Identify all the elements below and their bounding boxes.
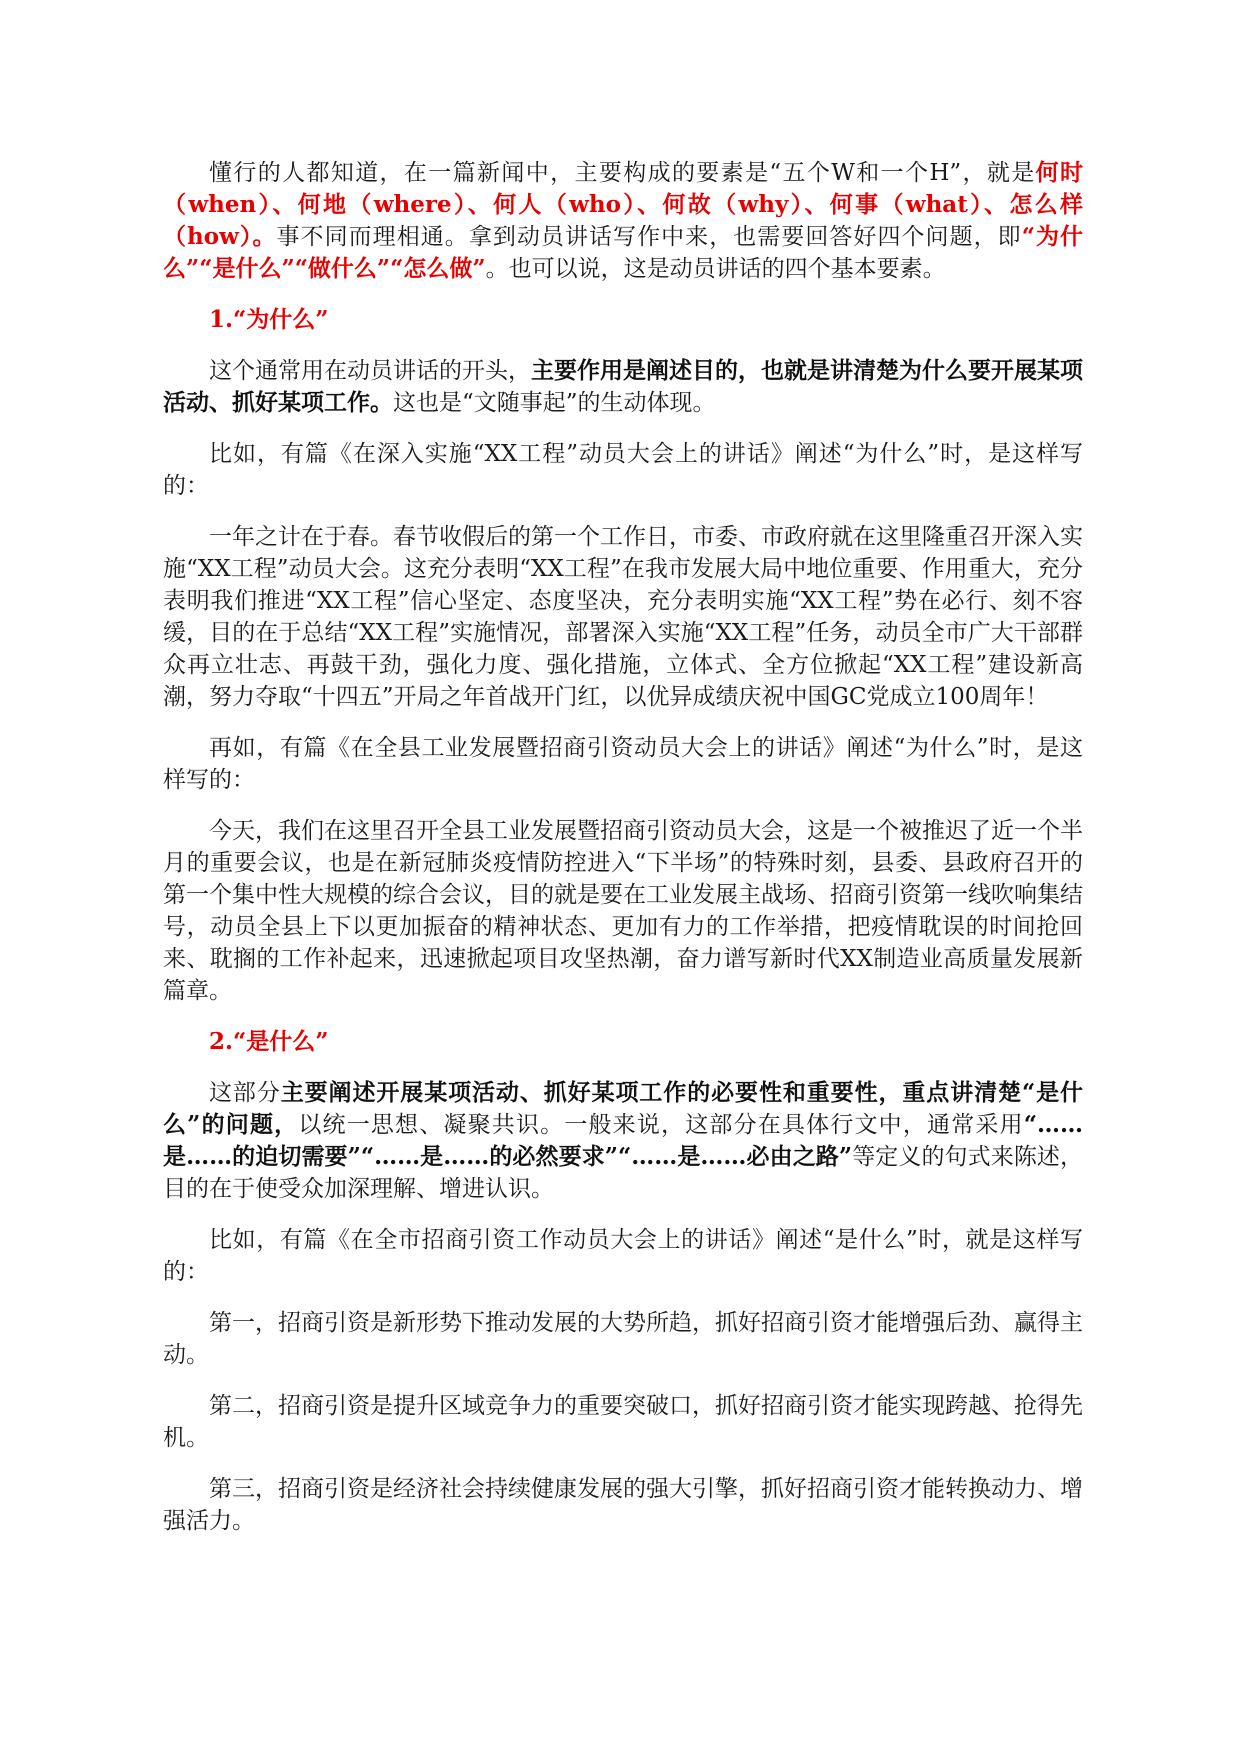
section1-p1-text-1: 这个通常用在动员讲话的开头，	[209, 358, 531, 384]
intro-four-questions: “为什么”“是什么”“做什么”“怎么做”	[163, 223, 1083, 282]
intro-five-w-one-h: 何时（when）、何地（where）、何人（who）、何故（why）、何事（what）、怎么样（how）。	[163, 159, 1084, 250]
section2-p1-text-3: 等定义的句式来陈述，目的在于使受众加深理解、增进认识。	[163, 1144, 1083, 1202]
section1-paragraph-4: 再如，有篇《在全县工业发展暨招商引资动员大会上的讲话》阐述“为什么”时，是这样写的：	[163, 735, 1083, 793]
section2-p1-text-2: 以统一思想、凝聚共识。一般来说，这部分在具体行文中，通常采用	[298, 1112, 1024, 1138]
section2-paragraph-2: 比如，有篇《在全市招商引资工作动员大会上的讲话》阐述“是什么”时，就是这样写的：	[163, 1227, 1083, 1285]
section1-paragraph-5: 今天，我们在这里召开全县工业发展暨招商引资动员大会，这是一个被推迟了近一个半月的重要会议，也是在新冠肺炎疫情防控进入“下半场”的特殊时刻，县委、县政府召开的第一个集中性大规模的综合会议，目的就是要在工业发展主战场、招商引资第一线吹响集结号，动员全县上下以更加振奋的精神状态、更加有力的工作举措，把疫情耽误的时间抢回来、耽搁的工作补起来，迅速掀起项目攻坚热潮，奋力谱写新时代XX制造业高质量发展新篇章。	[163, 818, 1083, 1004]
intro-text-2: 事不同而理相通。拿到动员讲话写作中来，也需要回答好四个问题，即	[276, 224, 1022, 250]
section2-heading: 2.“是什么”	[209, 1028, 329, 1055]
section1-heading: 1.“为什么”	[209, 306, 329, 333]
section1-p1-text-2: 这也是“文随事起”的生动体现。	[393, 390, 716, 416]
section2-paragraph-4: 第二，招商引资是提升区域竞争力的重要突破口，抓好招商引资才能实现跨越、抢得先机。	[163, 1393, 1083, 1451]
document-page	[163, 157, 1083, 1556]
intro-text-3: 。也可以说，这是动员讲话的四个基本要素。	[485, 256, 946, 282]
section2-p1-bold-2: “……是……的迫切需要”“……是……的必然要求”“……是……必由之路”	[163, 1111, 1084, 1170]
section1-paragraph-2: 比如，有篇《在深入实施“XX工程”动员大会上的讲话》阐述“为什么”时，是这样写的：	[163, 441, 1083, 499]
section2-paragraph-1	[163, 1077, 1083, 1205]
section2-paragraph-3: 第一，招商引资是新形势下推动发展的大势所趋，抓好招商引资才能增强后劲、赢得主动。	[163, 1310, 1083, 1368]
section2-p1-bold-1: 主要阐述开展某项活动、抓好某项工作的必要性和重要性，重点讲清楚“是什么”的问题，	[163, 1079, 1083, 1138]
intro-paragraph	[163, 157, 1083, 285]
section1-paragraph-1	[163, 355, 1083, 419]
section2-paragraph-5: 第三，招商引资是经济社会持续健康发展的强大引擎，抓好招商引资才能转换动力、增强活力。	[163, 1476, 1083, 1534]
section2-p1-text-1: 这部分	[209, 1080, 281, 1106]
intro-text-1: 懂行的人都知道，在一篇新闻中，主要构成的要素是“五个W和一个H”，就是	[209, 160, 1036, 186]
section1-paragraph-3: 一年之计在于春。春节收假后的第一个工作日，市委、市政府就在这里隆重召开深入实施“XX工程”动员大会。这充分表明“XX工程”在我市发展大局中地位重要、作用重大，充分表明我们推进“XX工程”信心坚定、态度坚决，充分表明实施“XX工程”势在必行、刻不容缓，目的在于总结“XX工程”实施情况，部署深入实施“XX工程”任务，动员全市广大干部群众再立壮志、再鼓干劲，强化力度、强化措施，立体式、全方位掀起“XX工程”建设新高潮，努力夺取“十四五”开局之年首战开门红，以优异成绩庆祝中国GC党成立100周年！	[163, 524, 1083, 710]
section1-p1-bold: 主要作用是阐述目的，也就是讲清楚为什么要开展某项活动、抓好某项工作。	[163, 357, 1083, 416]
